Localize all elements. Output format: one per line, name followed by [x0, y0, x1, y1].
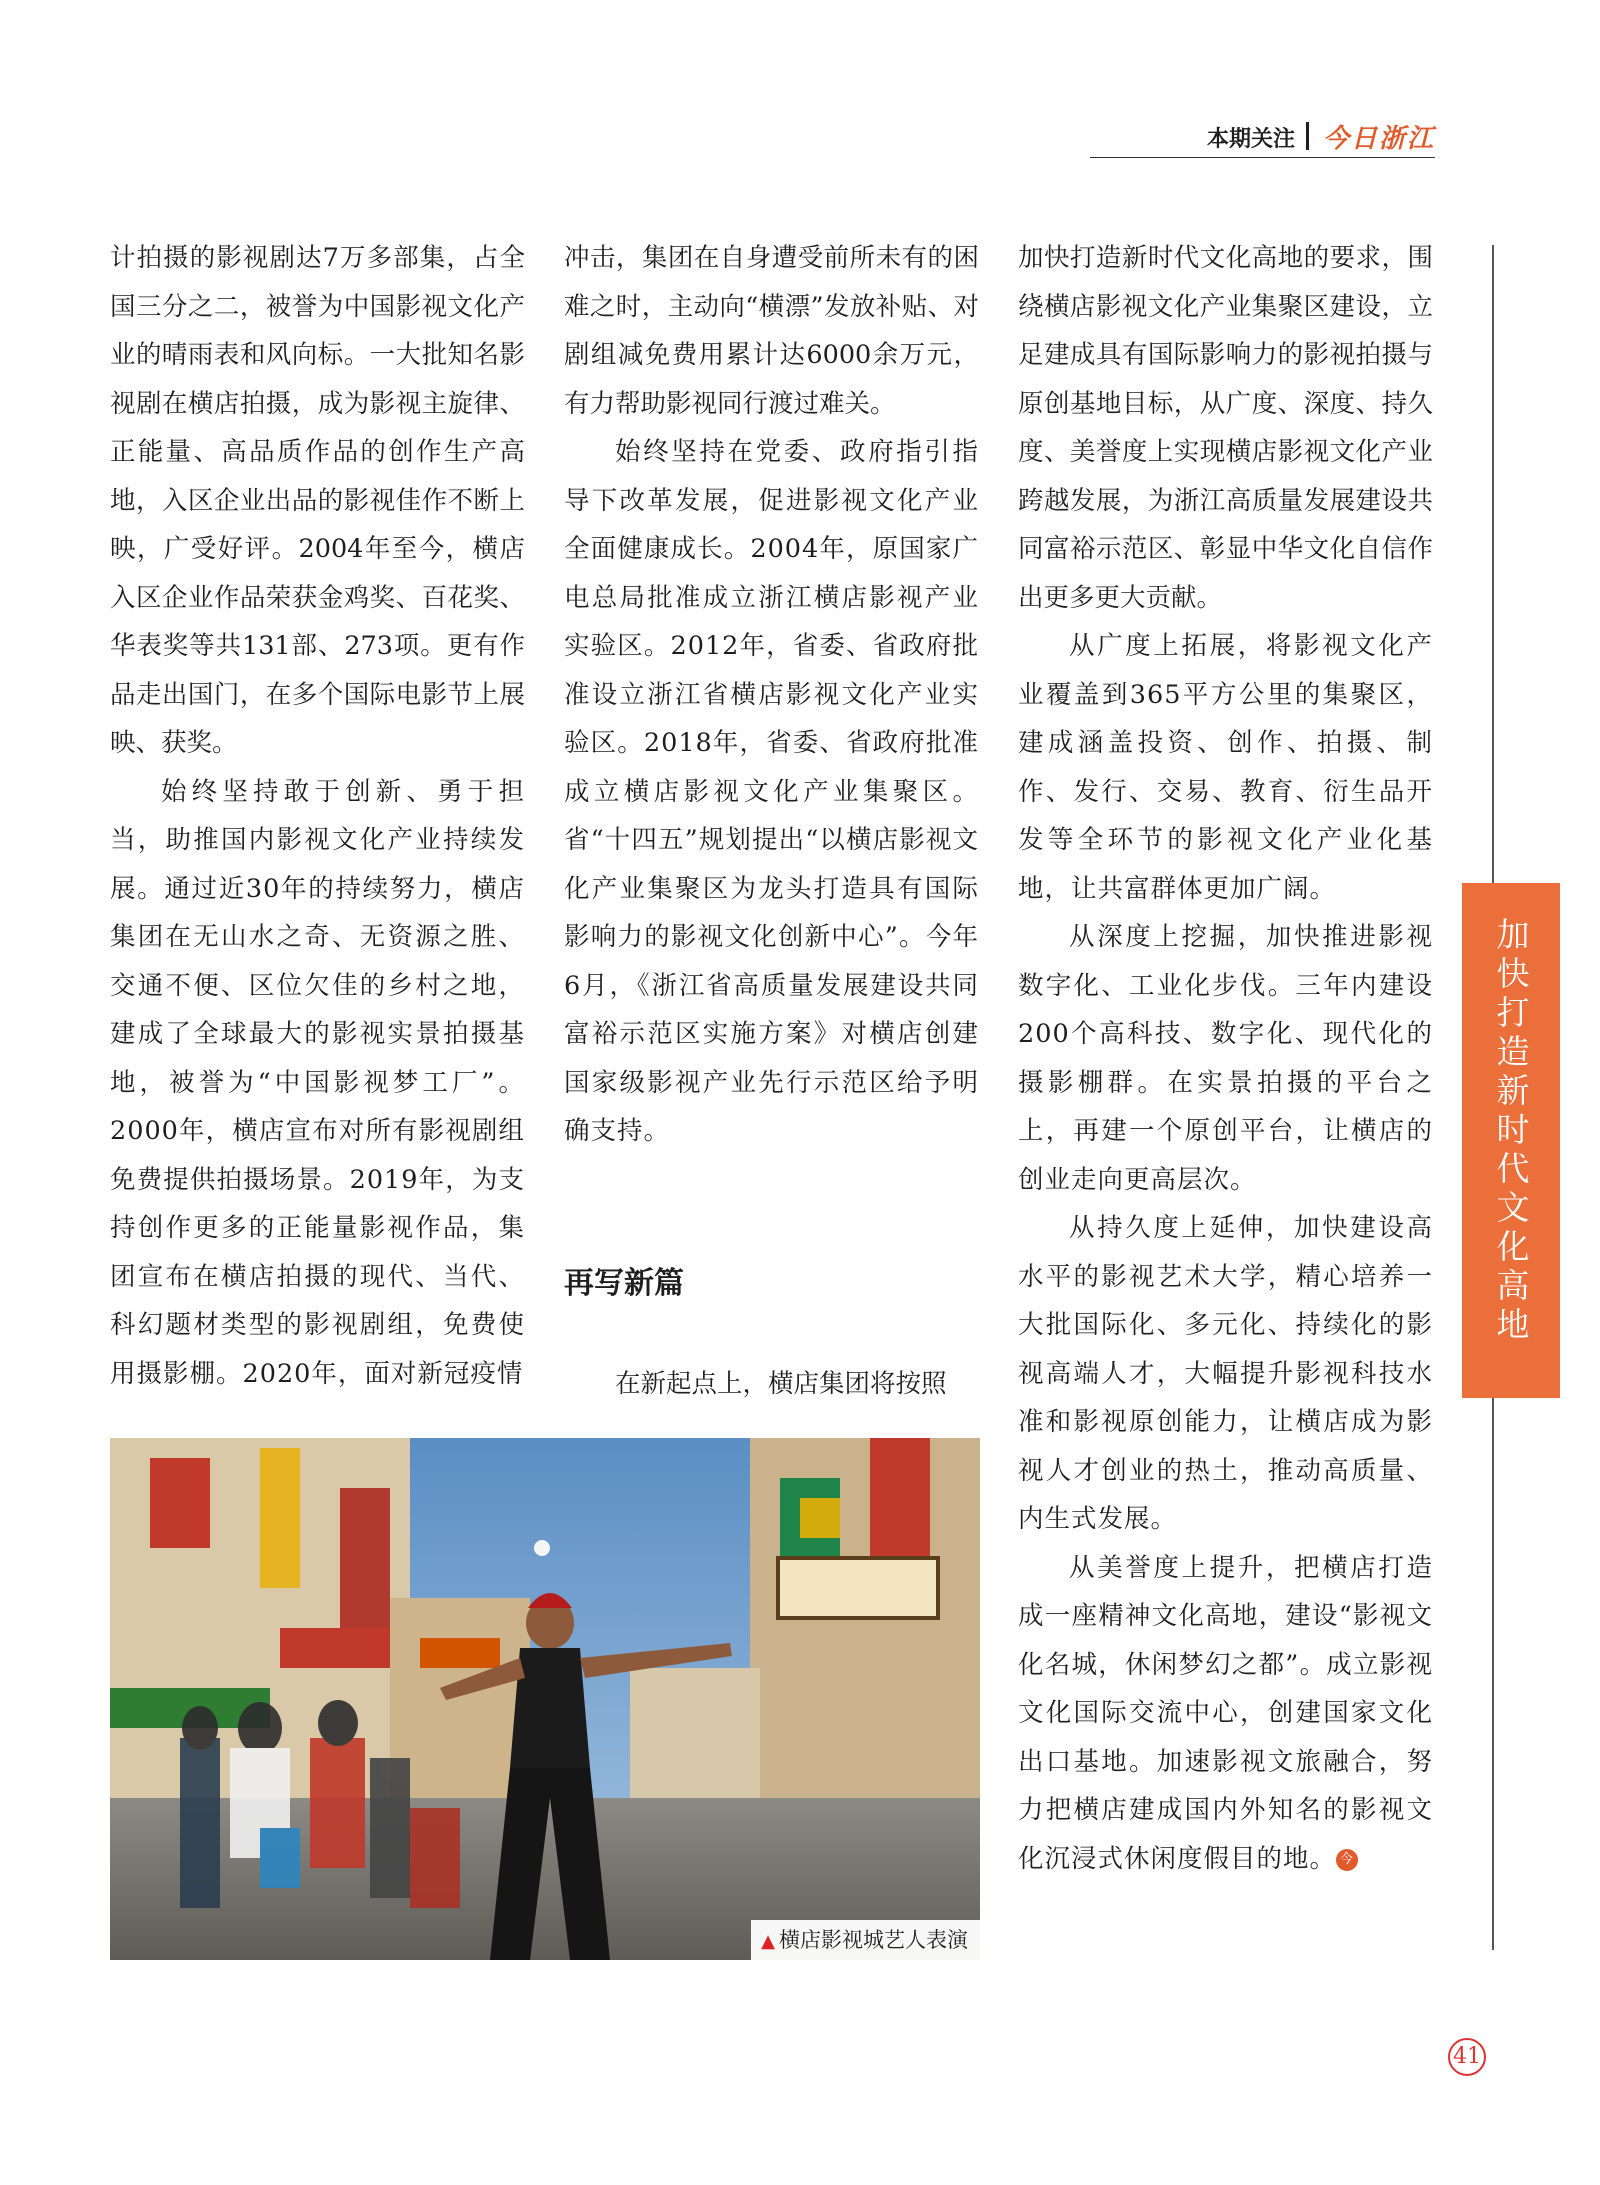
paragraph: 始终坚持在党委、政府指引指导下改革发展，促进影视文化产业全面健康成长。2004年，原国家广电总局批准成立浙江横店影视产业实验区。2012年，省委、省政府批准设立浙江省横店影视文化产业实验区。2018年，省委、省政府批准成立横店影视文化产业集聚区。省“十四五”规划提出“以横店影视文化产业集聚区为龙头打造具有国际影响力的影视文化创新中心”。今年6月，《浙江省高质量发展建设共同富裕示范区实施方案》对横店创建国家级影视产业先行示范区给予明确支持。 [564, 437, 979, 1146]
header-rule [1090, 157, 1435, 158]
paragraph: 加快打造新时代文化高地的要求，围绕横店影视文化产业集聚区建设，立足建成具有国际影响力的影视拍摄与原创基地目标，从广度、深度、持久度、美誉度上实现横店影视文化产业跨越发展，为浙江高质量发展建设共同富裕示范区、彰显中华文化自信作出更多更大贡献。 [1018, 243, 1433, 613]
paragraph: 计拍摄的影视剧达7万多部集，占全国三分之二，被誉为中国影视文化产业的晴雨表和风向标。一大批知名影视剧在横店拍摄，成为影视主旋律、正能量、高品质作品的创作生产高地，入区企业出品的影视佳作不断上映，广受好评。2004年至今，横店入区企业作品荣获金鸡奖、百花奖、华表奖等共131部、273项。更有作品走出国门，在多个国际电影节上展映、获奖。 [110, 243, 525, 758]
side-banner-text: 加快打造新时代文化高地 [1491, 917, 1531, 1346]
column-2-continued [564, 1360, 979, 1409]
street-performance-photo [110, 1438, 980, 1960]
triangle-icon: ▲ [761, 1931, 775, 1952]
caption-text: 横店影视城艺人表演 [779, 1928, 968, 1952]
section-title: 再写新篇 [564, 1266, 684, 1301]
column-1 [110, 234, 525, 1398]
paragraph-text: 从美誉度上提升，把横店打造成一座精神文化高地，建设“影视文化名城，休闲梦幻之都”。成立影视文化国际交流中心，创建国家文化出口基地。加速影视文旅融合，努力把横店建成国内外知名的影视文化沉浸式休闲度假目的地。 [1018, 1552, 1433, 1874]
magazine-logo: 今日浙江 [1322, 124, 1435, 154]
column-2 [564, 234, 979, 1156]
header-divider [1306, 122, 1309, 150]
photo-caption [751, 1920, 980, 1960]
page-number: 41 [1448, 2038, 1486, 2076]
paragraph: 冲击，集团在自身遭受前所未有的困难之时，主动向“横漂”发放补贴、对剧组减免费用累计达6000余万元，有力帮助影视同行渡过难关。 [564, 243, 979, 419]
paragraph: 从持久度上延伸，加快建设高水平的影视艺术大学，精心培养一大批国际化、多元化、持续化的影视高端人才，大幅提升影视科技水准和影视原创能力，让横店成为影视人才创业的热土，推动高质量、内生式发展。 [1018, 1213, 1433, 1534]
column-3 [1018, 234, 1433, 1883]
photo-illustration [110, 1438, 980, 1960]
side-banner [1462, 883, 1560, 1398]
header-section-label: 本期关注 [1206, 127, 1295, 152]
paragraph: 从广度上拓展，将影视文化产业覆盖到365平方公里的集聚区，建成涵盖投资、创作、拍摄、制作、发行、交易、教育、衍生品开发等全环节的影视文化产业化基地，让共富群体更加广阔。 [1018, 631, 1433, 904]
paragraph: 从深度上挖掘，加快推进影视数字化、工业化步伐。三年内建设200个高科技、数字化、现代化的摄影棚群。在实景拍摄的平台之上，再建一个原创平台，让横店的创业走向更高层次。 [1018, 922, 1433, 1195]
page-header [1090, 118, 1435, 158]
paragraph [1018, 1544, 1433, 1884]
paragraph: 始终坚持敢于创新、勇于担当，助推国内影视文化产业持续发展。通过近30年的持续努力，横店集团在无山水之奇、无资源之胜、交通不便、区位欠佳的乡村之地，建成了全球最大的影视实景拍摄基地，被誉为“中国影视梦工厂”。2000年，横店宣布对所有影视剧组免费提供拍摄场景。2019年，为支持创作更多的正能量影视作品，集团宣布在横店拍摄的现代、当代、科幻题材类型的影视剧组，免费使用摄影棚。2020年，面对新冠疫情 [110, 776, 525, 1389]
end-mark-icon: 今 [1336, 1849, 1358, 1871]
paragraph: 在新起点上，横店集团将按照 [615, 1369, 947, 1399]
